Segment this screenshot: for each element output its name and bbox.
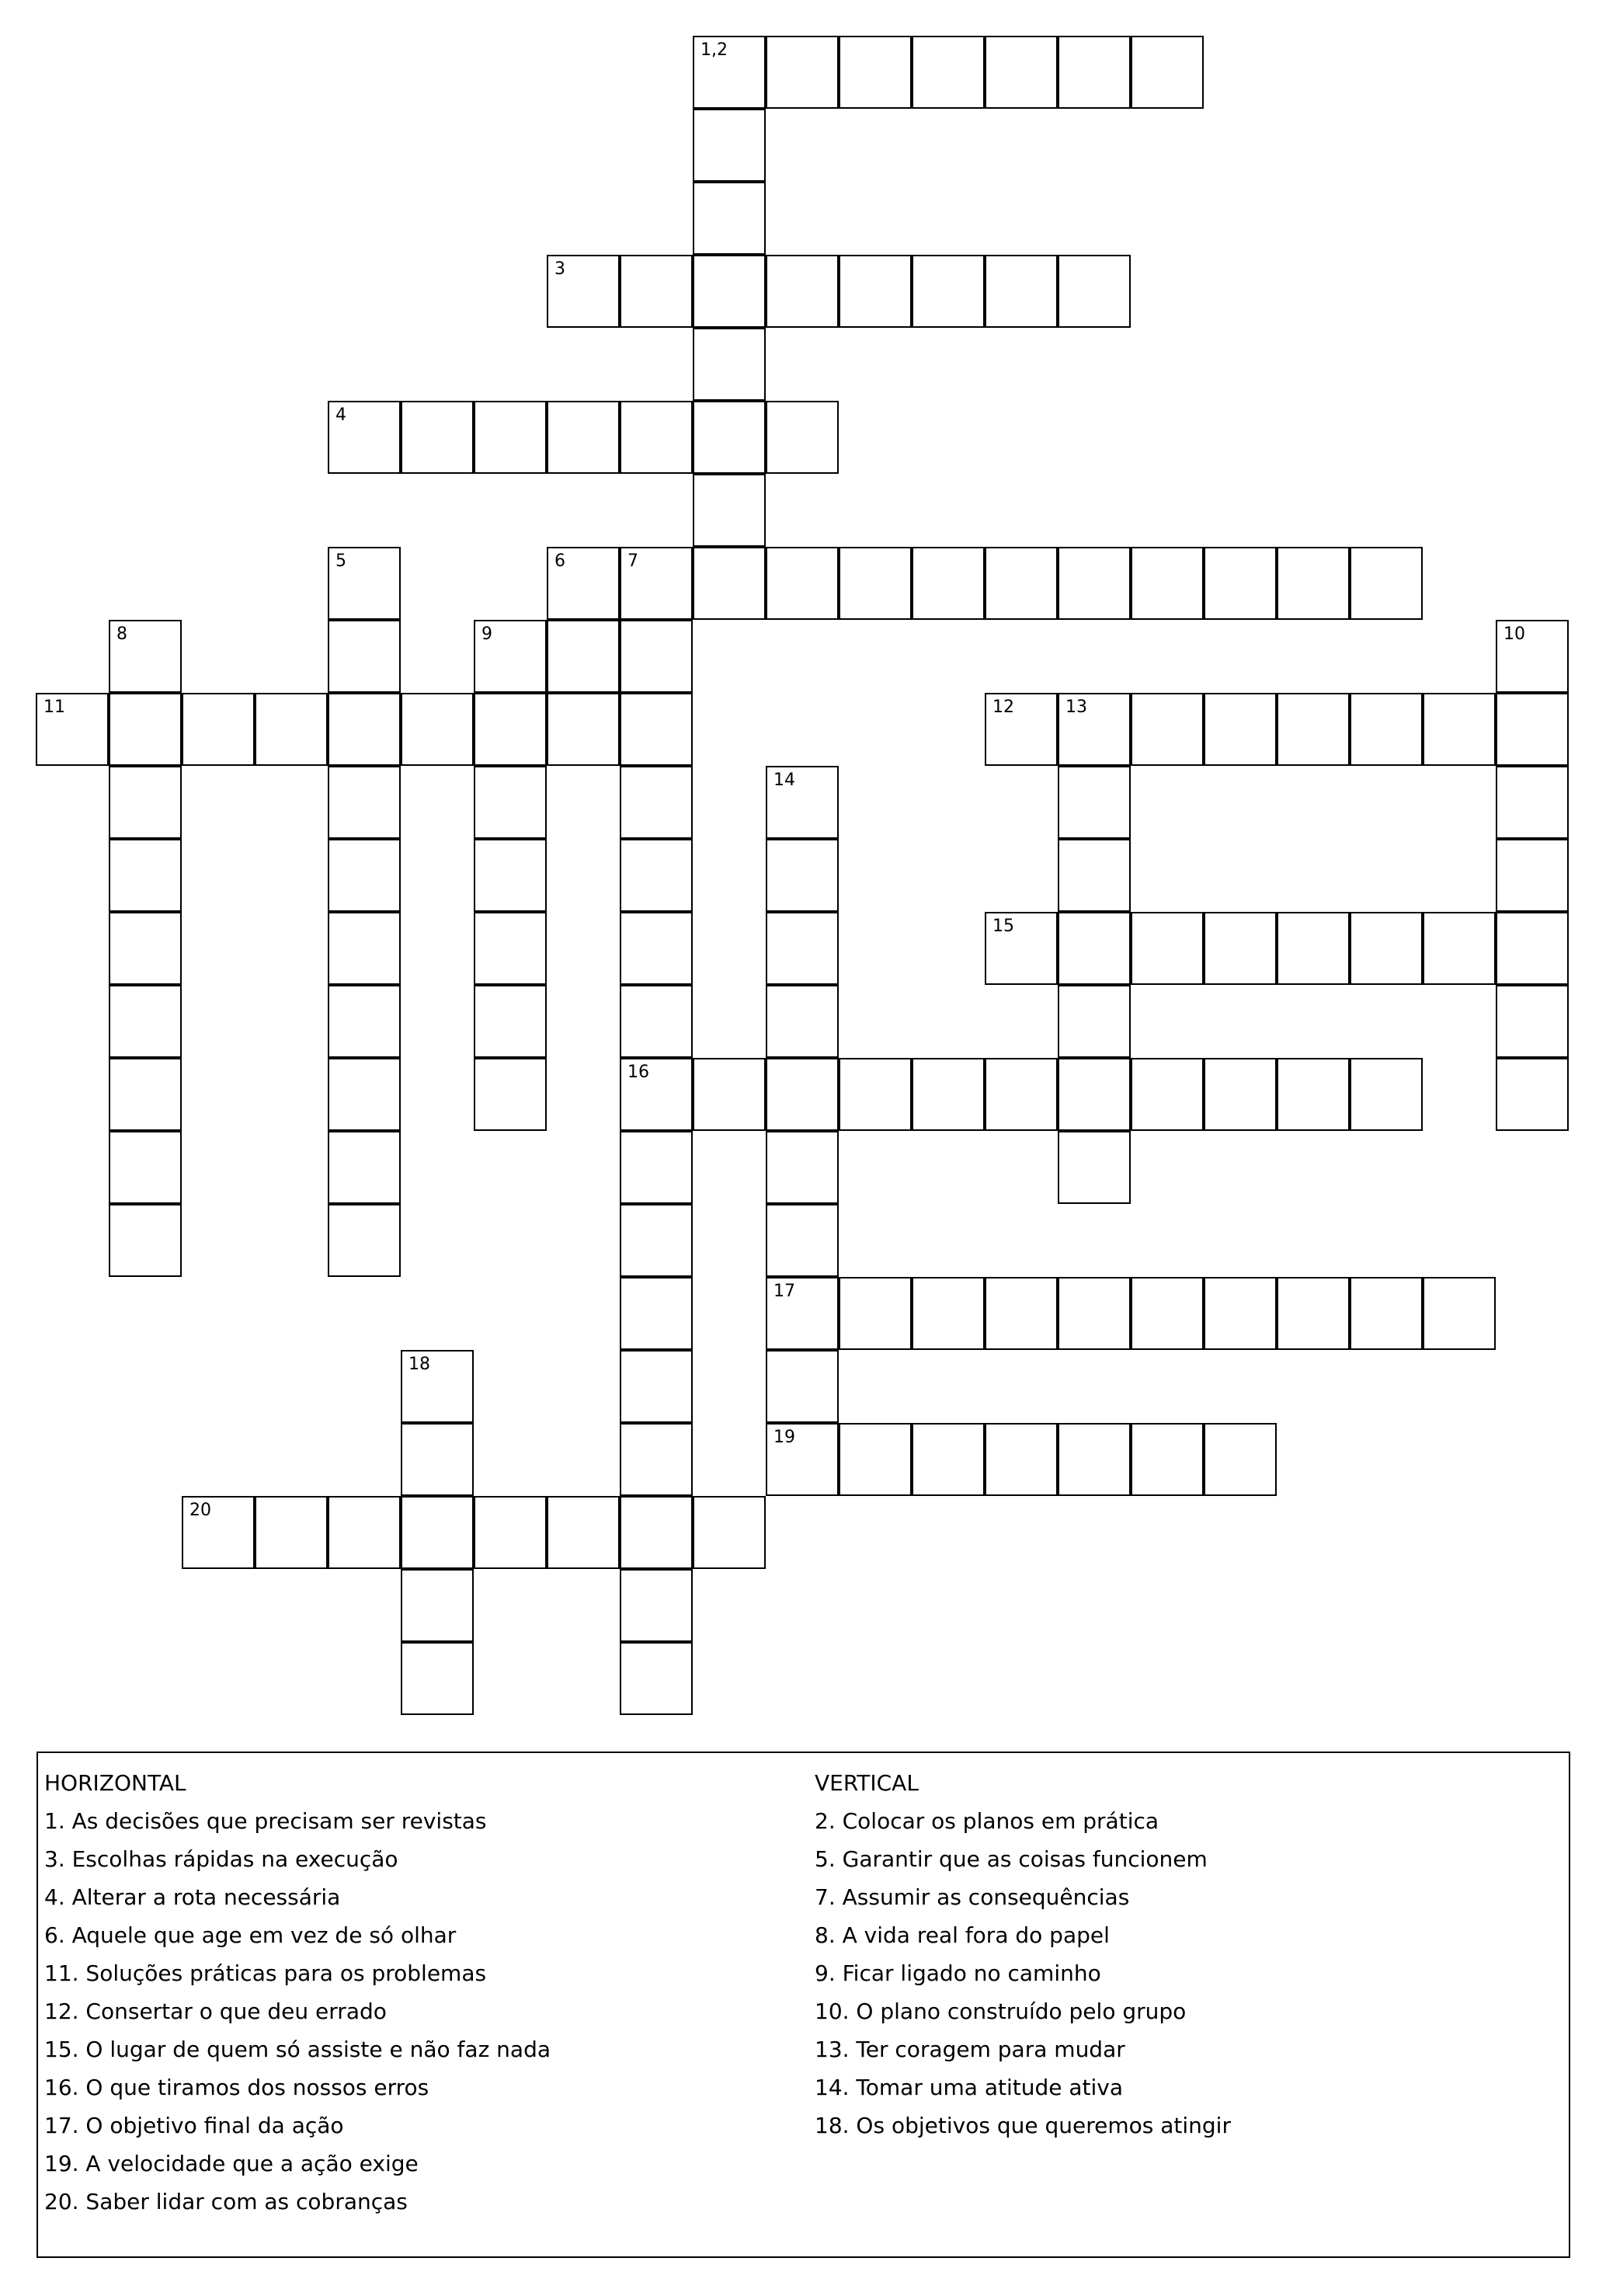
grid-cell[interactable] [1058, 255, 1131, 328]
grid-cell[interactable] [985, 36, 1058, 109]
clue-across-15: 15. O lugar de quem só assiste e não faz nada [44, 2037, 551, 2062]
clue-number: 6 [554, 551, 565, 571]
clue-down-5: 5. Garantir que as coisas funcionem [815, 1846, 1208, 1872]
grid-cell[interactable] [255, 693, 328, 766]
grid-cell[interactable] [1277, 912, 1350, 985]
grid-cell[interactable] [1350, 547, 1423, 620]
clue-across-17: 17. O objetivo final da ação [44, 2113, 344, 2138]
grid-cell[interactable] [328, 985, 401, 1058]
grid-cell[interactable] [839, 1423, 912, 1496]
grid-cell[interactable] [1350, 1277, 1423, 1350]
clue-number: 11 [43, 697, 65, 717]
grid-cell[interactable] [620, 620, 693, 693]
clue-number: 9 [481, 624, 492, 644]
grid-cell[interactable] [474, 693, 547, 766]
grid-cell[interactable] [1350, 1058, 1423, 1131]
grid-cell[interactable] [620, 1569, 693, 1642]
grid-cell[interactable] [693, 328, 766, 401]
clue-number: 18 [408, 1355, 430, 1374]
grid-cell[interactable] [766, 1423, 839, 1496]
grid-cell[interactable] [912, 1423, 985, 1496]
grid-cell[interactable] [474, 1496, 547, 1569]
grid-cell[interactable] [328, 547, 401, 620]
grid-cell[interactable] [620, 912, 693, 985]
grid-cell[interactable] [693, 109, 766, 182]
grid-cell[interactable] [766, 401, 839, 474]
clue-number: 14 [773, 771, 795, 790]
grid-cell[interactable] [1204, 912, 1277, 985]
grid-cell[interactable] [912, 1058, 985, 1131]
grid-cell[interactable] [693, 255, 766, 328]
grid-cell[interactable] [401, 401, 474, 474]
grid-cell[interactable] [1350, 912, 1423, 985]
grid-cell[interactable] [693, 182, 766, 255]
grid-cell[interactable] [1058, 693, 1131, 766]
grid-cell[interactable] [839, 36, 912, 109]
grid-cell[interactable] [1204, 547, 1277, 620]
clue-down-7: 7. Assumir as consequências [815, 1884, 1130, 1910]
grid-cell[interactable] [1058, 839, 1131, 912]
grid-cell[interactable] [912, 36, 985, 109]
grid-cell[interactable] [328, 1204, 401, 1277]
grid-cell[interactable] [109, 693, 182, 766]
grid-cell[interactable] [1058, 1058, 1131, 1131]
clue-number: 10 [1503, 624, 1525, 644]
grid-cell[interactable] [328, 839, 401, 912]
grid-cell[interactable] [109, 1131, 182, 1204]
grid-cell[interactable] [1496, 693, 1569, 766]
grid-cell[interactable] [1423, 912, 1496, 985]
grid-cell[interactable] [1277, 1277, 1350, 1350]
clue-number: 4 [335, 405, 346, 425]
grid-cell[interactable] [474, 1058, 547, 1131]
grid-cell[interactable] [547, 620, 620, 693]
grid-cell[interactable] [182, 693, 255, 766]
clue-down-2: 2. Colocar os planos em prática [815, 1808, 1159, 1834]
grid-cell[interactable] [547, 547, 620, 620]
grid-cell[interactable] [401, 1423, 474, 1496]
grid-cell[interactable] [401, 1496, 474, 1569]
grid-cell[interactable] [328, 620, 401, 693]
grid-cell[interactable] [620, 255, 693, 328]
grid-cell[interactable] [985, 1058, 1058, 1131]
clue-number: 13 [1065, 697, 1087, 717]
grid-cell[interactable] [1131, 1277, 1204, 1350]
grid-cell[interactable] [1204, 1423, 1277, 1496]
clue-down-10: 10. O plano construído pelo grupo [815, 1999, 1187, 2024]
grid-cell[interactable] [1058, 985, 1131, 1058]
grid-cell[interactable] [620, 985, 693, 1058]
grid-cell[interactable] [693, 1496, 766, 1569]
grid-cell[interactable] [693, 36, 766, 109]
grid-cell[interactable] [1131, 1423, 1204, 1496]
grid-cell[interactable] [766, 547, 839, 620]
clue-across-20: 20. Saber lidar com as cobranças [44, 2189, 408, 2214]
grid-cell[interactable] [1496, 620, 1569, 693]
grid-cell[interactable] [1204, 1058, 1277, 1131]
clue-across-6: 6. Aquele que age em vez de só olhar [44, 1922, 457, 1948]
grid-cell[interactable] [328, 1131, 401, 1204]
grid-cell[interactable] [766, 1058, 839, 1131]
grid-cell[interactable] [547, 693, 620, 766]
grid-cell[interactable] [1204, 693, 1277, 766]
clue-number: 8 [116, 624, 127, 644]
grid-cell[interactable] [109, 985, 182, 1058]
grid-cell[interactable] [1058, 912, 1131, 985]
vertical-clues [815, 1764, 1231, 2145]
grid-cell[interactable] [766, 839, 839, 912]
grid-cell[interactable] [985, 547, 1058, 620]
grid-cell[interactable] [693, 401, 766, 474]
grid-cell[interactable] [766, 1204, 839, 1277]
clue-across-16: 16. O que tiramos dos nossos erros [44, 2075, 429, 2100]
grid-cell[interactable] [474, 985, 547, 1058]
grid-cell[interactable] [1204, 1277, 1277, 1350]
clue-number: 5 [335, 551, 346, 571]
clue-number: 1,2 [700, 40, 728, 60]
grid-cell[interactable] [1277, 547, 1350, 620]
grid-cell[interactable] [1496, 985, 1569, 1058]
grid-cell[interactable] [109, 1058, 182, 1131]
grid-cell[interactable] [328, 1496, 401, 1569]
grid-cell[interactable] [1423, 693, 1496, 766]
grid-cell[interactable] [620, 839, 693, 912]
grid-cell[interactable] [693, 1058, 766, 1131]
grid-cell[interactable] [1350, 693, 1423, 766]
grid-cell[interactable] [328, 912, 401, 985]
grid-cell[interactable] [547, 1496, 620, 1569]
horizontal-heading: HORIZONTAL [44, 1770, 186, 1796]
grid-cell[interactable] [1131, 912, 1204, 985]
grid-cell[interactable] [620, 1350, 693, 1423]
grid-cell[interactable] [547, 401, 620, 474]
grid-cell[interactable] [766, 255, 839, 328]
grid-cell[interactable] [1423, 1277, 1496, 1350]
grid-cell[interactable] [474, 401, 547, 474]
grid-cell[interactable] [1277, 693, 1350, 766]
grid-cell[interactable] [912, 1277, 985, 1350]
clue-across-4: 4. Alterar a rota necessária [44, 1884, 341, 1910]
grid-cell[interactable] [474, 912, 547, 985]
grid-cell[interactable] [182, 1496, 255, 1569]
grid-cell[interactable] [766, 766, 839, 839]
grid-cell[interactable] [693, 547, 766, 620]
grid-cell[interactable] [620, 547, 693, 620]
grid-cell[interactable] [1277, 1058, 1350, 1131]
grid-cell[interactable] [766, 1277, 839, 1350]
clue-number: 12 [992, 697, 1014, 717]
grid-cell[interactable] [620, 1423, 693, 1496]
clue-number: 17 [773, 1282, 795, 1301]
grid-cell[interactable] [1058, 1277, 1131, 1350]
grid-cell[interactable] [109, 912, 182, 985]
grid-cell[interactable] [985, 1423, 1058, 1496]
grid-cell[interactable] [620, 1642, 693, 1715]
clue-number: 15 [992, 917, 1014, 936]
grid-cell[interactable] [839, 1277, 912, 1350]
grid-cell[interactable] [620, 1131, 693, 1204]
grid-cell[interactable] [620, 1496, 693, 1569]
grid-cell[interactable] [766, 1131, 839, 1204]
grid-cell[interactable] [401, 1569, 474, 1642]
grid-cell[interactable] [766, 1350, 839, 1423]
grid-cell[interactable] [547, 255, 620, 328]
grid-cell[interactable] [1131, 693, 1204, 766]
clue-across-11: 11. Soluções práticas para os problemas [44, 1960, 487, 1986]
grid-cell[interactable] [985, 693, 1058, 766]
grid-cell[interactable] [766, 36, 839, 109]
grid-cell[interactable] [620, 1058, 693, 1131]
grid-cell[interactable] [1131, 1058, 1204, 1131]
grid-cell[interactable] [839, 547, 912, 620]
clue-down-9: 9. Ficar ligado no caminho [815, 1960, 1101, 1986]
grid-cell[interactable] [1496, 912, 1569, 985]
grid-cell[interactable] [839, 1058, 912, 1131]
grid-cell[interactable] [474, 839, 547, 912]
clue-number: 16 [627, 1063, 649, 1082]
grid-cell[interactable] [109, 1204, 182, 1277]
grid-cell[interactable] [401, 1642, 474, 1715]
grid-cell[interactable] [839, 255, 912, 328]
grid-cell[interactable] [912, 255, 985, 328]
grid-cell[interactable] [766, 985, 839, 1058]
grid-cell[interactable] [1058, 766, 1131, 839]
clues-box [36, 1752, 1570, 2258]
grid-cell[interactable] [766, 912, 839, 985]
grid-cell[interactable] [474, 766, 547, 839]
grid-cell[interactable] [328, 693, 401, 766]
clue-down-13: 13. Ter coragem para mudar [815, 2037, 1125, 2062]
clue-across-3: 3. Escolhas rápidas na execução [44, 1846, 398, 1872]
horizontal-clues [44, 1764, 551, 2221]
clue-across-12: 12. Consertar o que deu errado [44, 1999, 387, 2024]
grid-cell[interactable] [1496, 839, 1569, 912]
grid-cell[interactable] [985, 255, 1058, 328]
vertical-heading: VERTICAL [815, 1770, 919, 1796]
clue-down-14: 14. Tomar uma atitude ativa [815, 2075, 1124, 2100]
grid-cell[interactable] [620, 1204, 693, 1277]
grid-cell[interactable] [912, 547, 985, 620]
grid-cell[interactable] [1058, 1423, 1131, 1496]
grid-cell[interactable] [693, 474, 766, 547]
grid-cell[interactable] [328, 1058, 401, 1131]
grid-cell[interactable] [985, 1277, 1058, 1350]
clue-across-1: 1. As decisões que precisam ser revistas [44, 1808, 487, 1834]
grid-cell[interactable] [620, 766, 693, 839]
grid-cell[interactable] [328, 766, 401, 839]
clue-number: 7 [627, 551, 638, 571]
grid-cell[interactable] [401, 1350, 474, 1423]
grid-cell[interactable] [620, 401, 693, 474]
grid-cell[interactable] [1131, 547, 1204, 620]
grid-cell[interactable] [109, 766, 182, 839]
clue-across-19: 19. A velocidade que a ação exige [44, 2151, 419, 2176]
grid-cell[interactable] [1058, 36, 1131, 109]
grid-cell[interactable] [255, 1496, 328, 1569]
grid-cell[interactable] [401, 693, 474, 766]
grid-cell[interactable] [36, 693, 109, 766]
clue-down-18: 18. Os objetivos que queremos atingir [815, 2113, 1231, 2138]
grid-cell[interactable] [328, 401, 401, 474]
clue-number: 3 [554, 259, 565, 279]
grid-cell[interactable] [474, 620, 547, 693]
grid-cell[interactable] [1496, 766, 1569, 839]
grid-cell[interactable] [620, 693, 693, 766]
grid-cell[interactable] [1058, 547, 1131, 620]
grid-cell[interactable] [1496, 1058, 1569, 1131]
grid-cell[interactable] [109, 839, 182, 912]
clue-number: 20 [189, 1501, 211, 1520]
clue-down-8: 8. A vida real fora do papel [815, 1922, 1110, 1948]
grid-cell[interactable] [1131, 36, 1204, 109]
grid-cell[interactable] [620, 1277, 693, 1350]
clue-number: 19 [773, 1428, 795, 1447]
grid-cell[interactable] [1058, 1131, 1131, 1204]
grid-cell[interactable] [109, 620, 182, 693]
grid-cell[interactable] [985, 912, 1058, 985]
